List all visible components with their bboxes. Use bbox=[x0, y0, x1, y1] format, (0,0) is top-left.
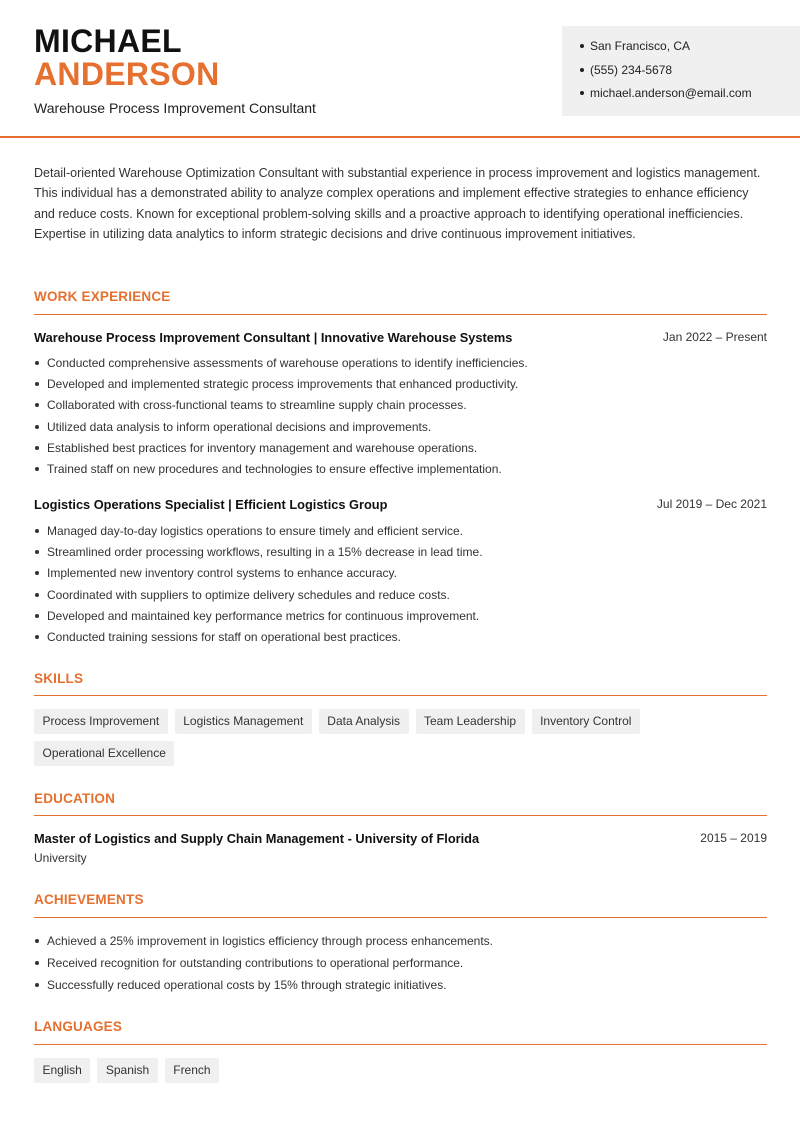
language-tag: Spanish bbox=[97, 1058, 157, 1083]
list-item: Conducted comprehensive assessments of warehouse operations to identify inefficiencies. bbox=[34, 354, 764, 375]
list-item: Achieved a 25% improvement in logistics efficiency through process enhancements. bbox=[34, 932, 764, 954]
first-name: MICHAEL bbox=[34, 23, 182, 59]
skills-list bbox=[34, 709, 774, 766]
skill-tag: Team Leadership bbox=[416, 709, 525, 734]
section-divider bbox=[34, 1044, 767, 1045]
education-heading: EDUCATION bbox=[34, 791, 116, 806]
degree-title: Master of Logistics and Supply Chain Management - University of Florida bbox=[34, 831, 480, 846]
language-tag: English bbox=[34, 1058, 90, 1083]
school-type: University bbox=[34, 851, 87, 865]
list-item: Established best practices for inventory management and warehouse operations. bbox=[34, 439, 764, 460]
list-item: Developed and maintained key performance metrics for continuous improvement. bbox=[34, 607, 764, 628]
list-item: Developed and implemented strategic process improvements that enhanced productivity. bbox=[34, 375, 764, 396]
language-tag: French bbox=[165, 1058, 219, 1083]
section-divider bbox=[34, 314, 767, 315]
languages-list bbox=[34, 1058, 774, 1083]
job-title: Warehouse Process Improvement Consultant bbox=[34, 100, 316, 116]
list-item: Utilized data analysis to inform operational decisions and improvements. bbox=[34, 418, 764, 439]
list-item: Implemented new inventory control systems to enhance accuracy. bbox=[34, 564, 764, 585]
section-divider bbox=[34, 917, 767, 918]
education-dates: 2015 – 2019 bbox=[700, 831, 767, 845]
skill-tag: Data Analysis bbox=[319, 709, 409, 734]
resume-header bbox=[0, 0, 800, 138]
job-bullets-1 bbox=[34, 354, 764, 481]
skill-tag: Logistics Management bbox=[175, 709, 312, 734]
job-dates-1: Jan 2022 – Present bbox=[662, 330, 767, 344]
list-item: Conducted training sessions for staff on operational best practices. bbox=[34, 628, 764, 649]
job-bullets-2 bbox=[34, 522, 764, 649]
list-item: Collaborated with cross-functional teams to streamline supply chain processes. bbox=[34, 396, 764, 417]
skill-tag: Inventory Control bbox=[532, 709, 640, 734]
contact-email[interactable]: michael.anderson@email.com bbox=[580, 84, 800, 108]
contact-phone[interactable]: (555) 234-5678 bbox=[580, 61, 800, 85]
job-title-2: Logistics Operations Specialist | Efficient Logistics Group bbox=[34, 497, 388, 512]
skill-tag: Process Improvement bbox=[34, 709, 168, 734]
languages-heading: LANGUAGES bbox=[34, 1019, 123, 1034]
job-title-1: Warehouse Process Improvement Consultant | Innovative Warehouse Systems bbox=[34, 330, 513, 345]
section-divider bbox=[34, 695, 767, 696]
contact-location: San Francisco, CA bbox=[580, 37, 800, 61]
skill-tag: Operational Excellence bbox=[34, 741, 174, 766]
last-name: ANDERSON bbox=[34, 56, 220, 92]
work-experience-heading: WORK EXPERIENCE bbox=[34, 289, 171, 304]
list-item: Received recognition for outstanding contributions to operational performance. bbox=[34, 954, 764, 976]
list-item: Trained staff on new procedures and technologies to ensure effective implementation. bbox=[34, 460, 764, 481]
job-dates-2: Jul 2019 – Dec 2021 bbox=[656, 497, 767, 511]
list-item: Streamlined order processing workflows, resulting in a 15% decrease in lead time. bbox=[34, 543, 764, 564]
section-divider bbox=[34, 815, 767, 816]
contact-box bbox=[562, 26, 800, 116]
list-item: Managed day-to-day logistics operations to ensure timely and efficient service. bbox=[34, 522, 764, 543]
achievements-list bbox=[34, 932, 764, 998]
list-item: Coordinated with suppliers to optimize delivery schedules and reduce costs. bbox=[34, 586, 764, 607]
achievements-heading: ACHIEVEMENTS bbox=[34, 892, 144, 907]
list-item: Successfully reduced operational costs by 15% through strategic initiatives. bbox=[34, 976, 764, 998]
skills-heading: SKILLS bbox=[34, 671, 84, 686]
summary-paragraph: Detail-oriented Warehouse Optimization Consultant with substantial experience in process improvement and logistics management. This individual has a demonstrated ability to analyze complex operations and implement effective strategies to enhance efficiency and reduce costs. Known for exceptional problem-solving skills and a proactive approach to identifying operational inefficiencies. Expertise in utilizing data analytics to inform strategic decisions and drive continuous improvement initiatives. bbox=[34, 166, 761, 242]
